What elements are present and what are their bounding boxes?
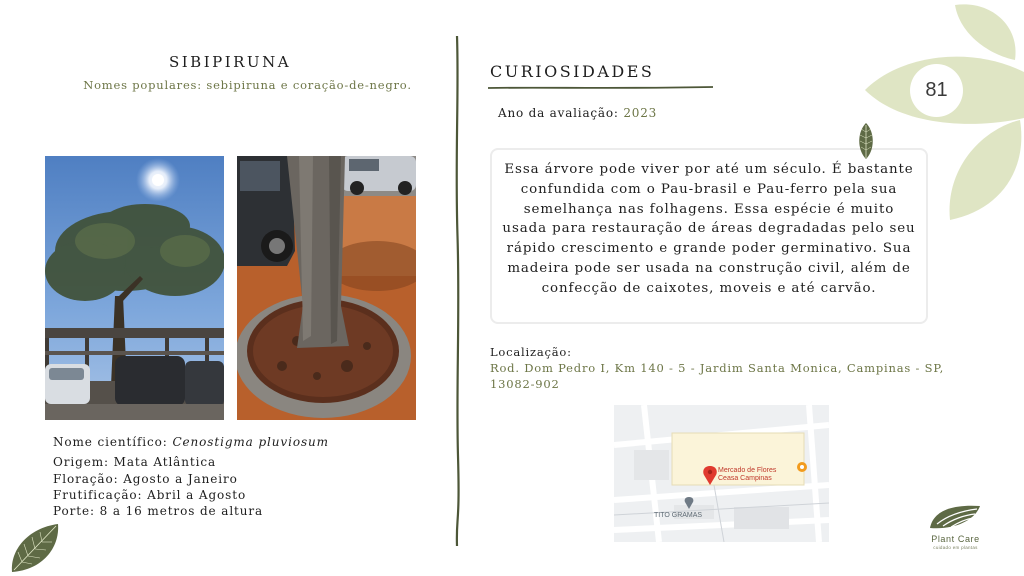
bottom-left-leaf-icon	[8, 520, 64, 576]
size: Porte: 8 a 16 metros de altura	[53, 504, 264, 518]
small-leaf-icon	[855, 122, 877, 160]
evaluation-year	[498, 106, 657, 120]
evaluation-year-value: 2023	[623, 106, 658, 120]
location-label: Localização:	[490, 345, 572, 359]
brand-name: Plant Care	[931, 534, 980, 544]
map-place-line1: Mercado de Flores	[718, 467, 777, 474]
scientific-name-label: Nome científico:	[53, 435, 168, 449]
vertical-divider	[452, 36, 462, 546]
plant-care-logo-icon	[925, 500, 985, 532]
title-underline	[488, 84, 713, 92]
flowering: Floração: Agosto a Janeiro	[53, 472, 238, 486]
trunk-photo	[237, 156, 416, 420]
evaluation-year-label: Ano da avaliação:	[498, 106, 619, 120]
scientific-name-value: Cenostigma pluviosum	[172, 435, 329, 449]
map-place-line2: Ceasa Campinas	[718, 475, 772, 482]
origin: Origem: Mata Atlântica	[53, 455, 216, 469]
map-secondary-place: TITO GRAMAS	[654, 512, 703, 519]
scientific-name	[53, 435, 329, 449]
location-map[interactable]	[614, 405, 829, 542]
page-number: 81	[910, 64, 963, 117]
popular-names: Nomes populares: sebipiruna e coração-de-negro.	[83, 78, 412, 92]
location-address: Rod. Dom Pedro I, Km 140 - 5 - Jardim Santa Monica, Campinas - SP, 13082-902	[490, 361, 945, 391]
species-name: SIBIPIRUNA	[168, 53, 292, 71]
brand-tagline: cuidado em plantas	[933, 545, 978, 550]
curiosity-text: Essa árvore pode viver por até um século. É bastante confundida com o Pau-brasil e Pau-ferro pela sua semelhança nas folhagens. Essa espécie é muito usada para restauração de áreas degradadas pelo seu rápido crescimento e grande poder germinativo. Sua madeira pode ser usada na construção civil, além de confecção de caixotes, moveis e até carvão.	[502, 162, 916, 296]
curiosities-title: CURIOSIDADES	[490, 62, 655, 81]
tree-photo	[45, 156, 224, 420]
fruiting: Frutificação: Abril a Agosto	[53, 488, 247, 502]
